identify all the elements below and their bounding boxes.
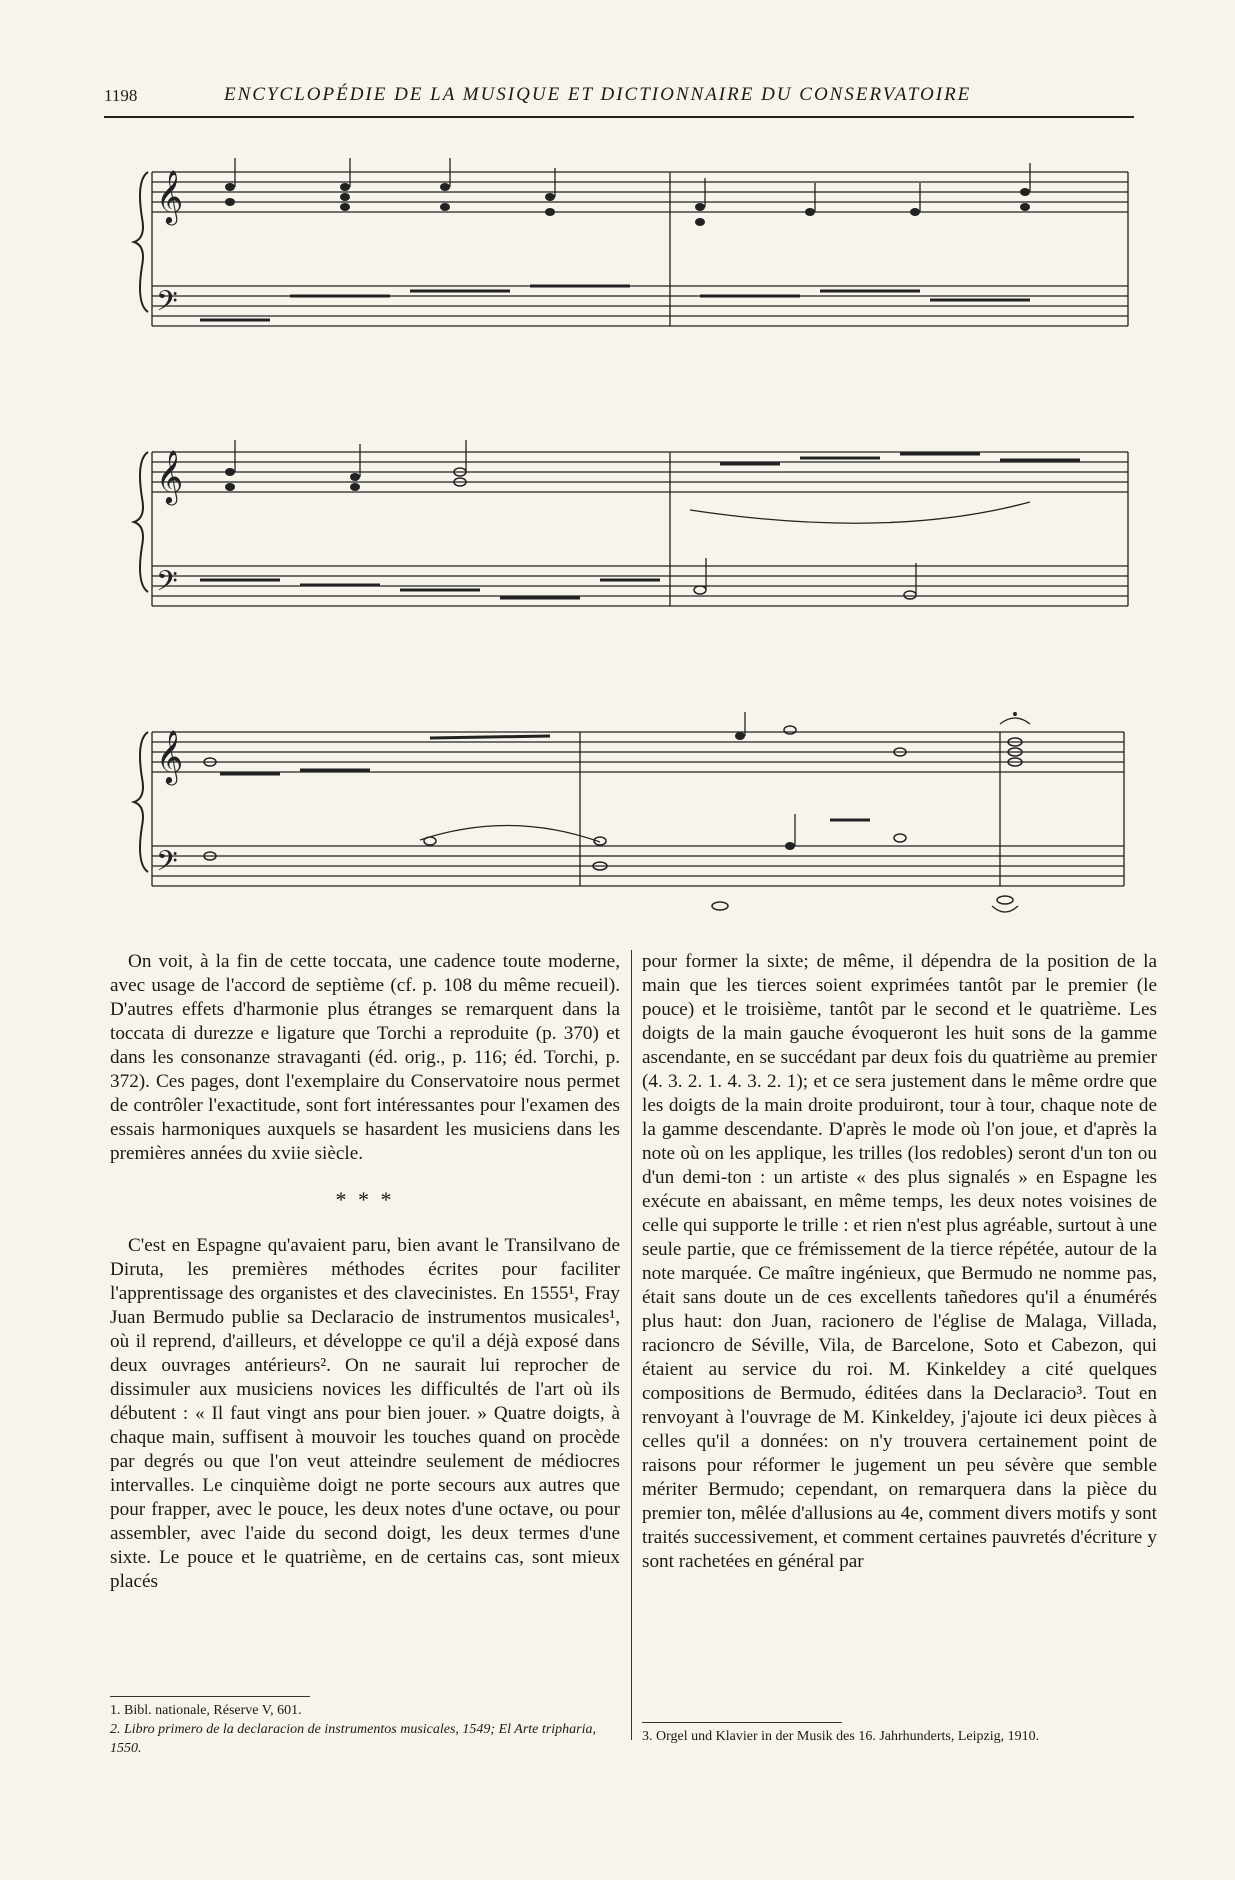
paragraph-toccata: On voit, à la fin de cette toccata, une cadence toute moderne, avec usage de l'accord de septième (cf. p. 108 du même recueil). D'autres effets d'harmonie plus étranges se remarquent dans la toccata di durezze e ligature que Torchi a reproduite (p. 370) et dans les consonanze stravaganti (éd. orig., p. 116; éd. Torchi, p. 372). Ces pages, dont l'exemplaire du Conservatoire nous permet de contrôler l'exactitude, sont fort intéressantes pour l'examen des essais harmoniques auxquels se hasardent les musiciens dans les premières années du xviie siècle. — [110, 951, 620, 1164]
footnotes-left — [110, 1696, 620, 1758]
article-body — [110, 950, 1157, 1710]
page-header — [104, 80, 1134, 118]
page-number: 1198 — [104, 86, 138, 105]
music-system-2 — [130, 430, 1130, 620]
left-column — [110, 950, 620, 1594]
svg-text:𝄢: 𝄢 — [156, 845, 178, 885]
music-notation-3 — [130, 710, 1130, 920]
section-ornament: * * * — [335, 1187, 395, 1212]
right-column — [642, 950, 1157, 1574]
paragraph-espagne: C'est en Espagne qu'avaient paru, bien avant le Transilvano de Diruta, les premières méthodes écrites pour faciliter l'apprentissage des organistes et des clavecinistes. En 1555¹, Fray Juan Bermudo publie sa Declaracio de instrumentos musicales¹, où il reprend, d'ailleurs, et développe ce qu'il a déjà exposé dans deux ouvrages antérieurs². On ne saurait lui reprocher de dissimuler aux musiciens novices les difficultés de l'art où ils débutent : « Il faut vingt ans pour bien jouer. » Quatre doigts, à chaque main, suffisent à mouvoir les touches quand on procède par degrés ou que l'on veut atteindre seulement de médiocres intervalles. Le cinquième doigt ne porte secours aux autres que pour frapper, avec le pouce, les deux notes d'une octave, ou pour assembler, avec l'aide du second doigt, les deux termes d'une sixte. Le pouce et le quatrième, en de certains cas, sont mieux placés — [110, 1235, 620, 1592]
footnote-rule — [110, 1696, 310, 1697]
svg-text:𝄢: 𝄢 — [156, 565, 178, 605]
footnote-2: 2. Libro primero de la declaracion de instrumentos musicales, 1549; El Arte tripharia, 1550. — [110, 1722, 596, 1756]
footnote-3: 3. Orgel und Klavier in der Musik des 16. Jahrhunderts, Leipzig, 1910. — [642, 1729, 1040, 1744]
music-system-3 — [130, 710, 1130, 920]
footnote-1: 1. Bibl. nationale, Réserve V, 601. — [110, 1703, 302, 1718]
svg-text:𝄞: 𝄞 — [156, 729, 184, 783]
footnotes-right — [642, 1722, 1157, 1746]
svg-text:𝄞: 𝄞 — [156, 449, 184, 503]
paragraph-bermudo: pour former la sixte; de même, il dépendra de la position de la main que les tierces soient exprimées tantôt par le premier (le pouce) et le troisième, tantôt par le second et le quatrième. Les doigts de la main gauche évoqueront les huit sons de la gamme ascendante, en se succédant par deux fois du quatrième au premier (4. 3. 2. 1. 4. 3. 2. 1); et ce sera justement dans le même ordre que les doigts de la main droite produiront, tour à tour, chaque note de la gamme descendante. D'après le mode où l'on joue, et d'après la note où on les applique, les trilles (los redobles) seront d'un ton ou d'un demi-ton : un artiste « des plus signalés » en Espagne les exécute en abaissant, en même temps, les deux notes voisines de celle qui supporte le trille : et rien n'est plus agréable, surtout à une seule partie, que ce frémissement de la tierce répétée, autour de la note marquée. Ce maître ingénieux, que Bermudo ne nomme pas, était sans doute un de ces excellents tañedores qu'il a énumérés plus haut: don Juan, racionero de l'église de Malaga, Villada, racioncro de Séville, Vila, de Barcelone, Soto et Cabezon, qui étaient au service du roi. M. Kinkeldey a cité quelques compositions de Bermudo, éditées dans la Declaracio³. Tout en renvoyant à l'ouvrage de M. Kinkeldey, j'ajoute ici deux pièces à celles qu'il a données: on n'y trouvera certainement point de raisons pour réformer le jugement un peu sévère que semble mériter Bermudo; cependant, on remarquera dans la pièce du premier ton, mêlée d'allusions au 4e, comment divers motifs y sont traités successivement, et comment certaines pauvretés d'écriture y sont rachetées en général par — [642, 951, 1157, 1572]
footnote-rule — [642, 1722, 842, 1723]
svg-text:𝄞: 𝄞 — [156, 169, 184, 223]
music-notation-1 — [130, 150, 1130, 340]
column-divider — [631, 950, 632, 1740]
running-title: ENCYCLOPÉDIE DE LA MUSIQUE ET DICTIONNAIRE DU CONSERVATOIRE — [224, 84, 972, 105]
music-system-1 — [130, 150, 1130, 340]
music-notation-2 — [130, 430, 1130, 620]
svg-text:𝄢: 𝄢 — [156, 285, 178, 325]
